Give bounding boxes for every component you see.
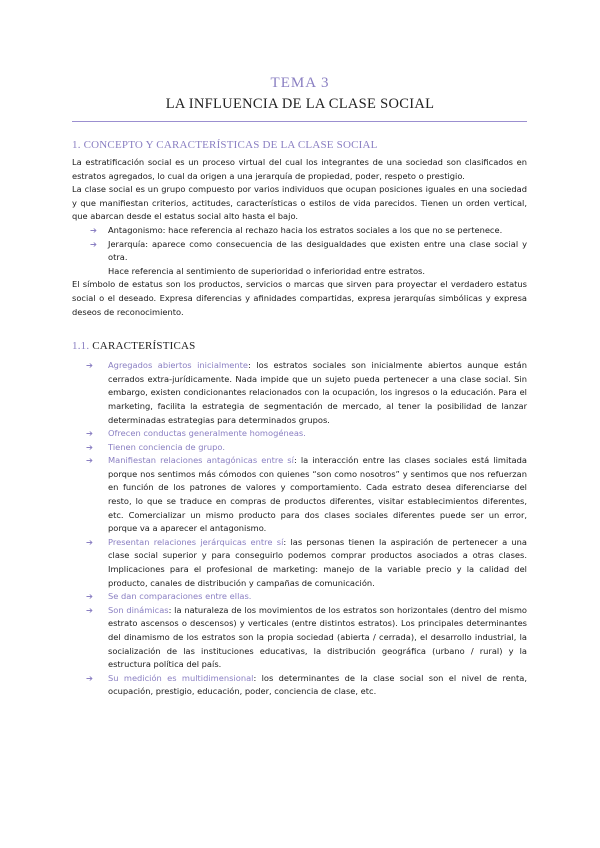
document-body	[72, 138, 527, 699]
paragraph-simbolo-estatus: El símbolo de estatus son los productos, servicios o marcas que sirven para proyectar el verdadero estatus social o el deseado. Expresa diferencias y afinidades compartidas, expresa jerarquías simbólicas y expresa deseos de reconocimiento.	[72, 279, 527, 317]
section-title: CARACTERÍSTICAS	[92, 340, 196, 353]
list-item	[72, 672, 527, 699]
item-label: Tienen conciencia de grupo.	[108, 441, 225, 452]
item-text: : la interacción entre las clases sociales está limitada porque nos sentimos más cómodos con quienes “son como nosotros” y sentimos que nos refuerzan en función de los patrones de valores y comportamiento. Cada estrato desea diferenciarse del resto, lo que se traduce en compras de productos diferentes, visitar establecimientos diferentes, etc. Comercializar un mismo producto para dos clases sociales diferentes puede ser un error, porque va a aparecer el antagonismo.	[108, 455, 527, 534]
section-heading-1-1	[72, 339, 527, 353]
item-label: Manifiestan relaciones antagónicas entre sí	[108, 455, 294, 466]
list-item	[72, 441, 527, 455]
arrow-icon: ➔	[86, 428, 93, 439]
arrow-icon: ➔	[86, 455, 93, 466]
arrow-icon: ➔	[90, 238, 97, 249]
paragraph-clase-social: La clase social es un grupo compuesto por varios individuos que ocupan posiciones iguales en una sociedad y que manifiestan criterios, actitudes, características o estilos de vida parecidos. Tienen un orden vertical, que abarcan desde el estatus social alto hasta el bajo.	[72, 184, 527, 222]
list-item	[72, 359, 527, 427]
page-title: LA INFLUENCIA DE LA CLASE SOCIAL	[165, 96, 435, 112]
item-label: Su medición es multidimensional	[108, 672, 254, 683]
arrow-icon: ➔	[86, 360, 93, 371]
characteristics-list	[72, 359, 527, 699]
list-item	[72, 536, 527, 590]
arrow-icon: ➔	[86, 591, 93, 602]
arrow-icon: ➔	[90, 224, 97, 235]
list-item: ➔ Jerarquía: aparece como consecuencia de las desigualdades que existen entre una clase social y otra.	[90, 238, 527, 263]
item-label: Ofrecen conductas generalmente homogéneas.	[108, 428, 306, 439]
item-label: Se dan comparaciones entre ellas.	[108, 591, 252, 602]
list-item: ➔ Antagonismo: hace referencia al rechazo hacia los estratos sociales a los que no se pertenece.	[72, 224, 527, 238]
item-text: : la naturaleza de los movimientos de los estratos son horizontales (dentro del mismo estrato ascensos o descensos) y verticales (entre distintos estratos). Los principales determinantes del dinamismo de los estratos son la propia sociedad (abierta / cerrada), el desarrollo industrial, la socialización de las instituciones educativas, la distribución geográfica (urbano / rural) y la estructura política del país.	[108, 604, 527, 670]
item-text: : los estratos sociales son inicialmente abiertos aunque están cerrados extra-jurídicamente. Nada impide que un sujeto pueda pertenecer a una clase social. Sin embargo, existen condicionantes relacionados con la ocupación, los ingresos o la educación. Para el marketing, facilita la estrategia de segmentación de mercado, al tener la posibilidad de lanzar determinadas estrategias para determinados grupos.	[108, 360, 528, 425]
list-item	[72, 590, 527, 604]
arrow-icon: ➔	[86, 604, 93, 615]
item-text: : las personas tienen la aspiración de pertenecer a una clase social superior y para conseguirlo podemos comprar productos asociados a otras clases. Implicaciones para el profesional de marketing: manejo de la variable precio y la calidad del producto, canales de distribución y campañas de comunicación.	[108, 536, 528, 588]
definition-list	[72, 224, 527, 265]
title-divider	[72, 121, 527, 122]
list-item	[72, 427, 527, 441]
list-item	[72, 454, 527, 536]
paragraph-estratificacion: La estratificación social es un proceso virtual del cual los integrantes de una sociedad son clasificados en estratos agregados, lo cual da origen a una jerarquía de propiedad, poder, respeto o prestigio.	[72, 157, 527, 181]
list-item	[72, 604, 527, 672]
chapter-label: TEMA 3	[270, 75, 330, 91]
arrow-icon: ➔	[86, 441, 93, 452]
section-number: 1.1.	[72, 340, 90, 353]
item-label: Presentan relaciones jerárquicas entre sí	[108, 536, 284, 547]
item-label: Agregados abiertos inicialmente	[108, 360, 249, 371]
arrow-icon: ➔	[86, 672, 93, 683]
section-heading-1: 1. CONCEPTO Y CARACTERÍSTICAS DE LA CLASE SOCIAL	[72, 139, 378, 151]
item-text: : los determinantes de la clase social son el nivel de renta, ocupación, prestigio, educación, poder, conciencia de clase, etc.	[108, 672, 527, 697]
item-label: Son dinámicas	[108, 604, 169, 615]
list-item-continuation: Hace referencia al sentimiento de superioridad o inferioridad entre estratos.	[108, 265, 425, 276]
arrow-icon: ➔	[86, 536, 93, 547]
